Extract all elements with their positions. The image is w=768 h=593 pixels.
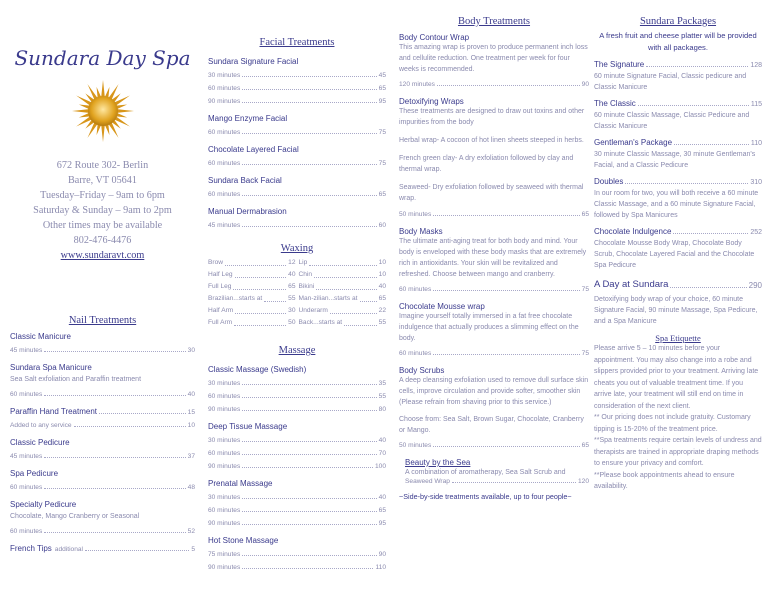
service-item: Sundara Back Facial — [208, 176, 282, 185]
sun-ray — [101, 80, 105, 97]
price-row: 30 minutes 45 — [208, 72, 386, 79]
service-item: French Tips additional 5 — [10, 544, 195, 553]
sun-logo-icon — [70, 78, 136, 144]
price-row: 60 minutes 48 — [10, 484, 195, 491]
body-scrubs: Body Scrubs — [399, 366, 445, 375]
brand-column — [10, 0, 195, 553]
package-desc: 60 minute Signature Facial, Classic pedicure and Classic Manicure — [594, 73, 747, 91]
price-row: 60 minutes 75 — [208, 129, 386, 136]
price-row: 30 minutes 35 — [208, 380, 386, 387]
etiquette-text: Please arrive 5 – 10 minutes before your appointment. You may also change into a robe and slippers provided prior to your treatment. Arriving late cheats you out of valuable treatment time. If you arrive late, your treatment will still end on time in consideration of the next client. — [594, 345, 759, 410]
service-item: Spa Pedicure — [10, 469, 59, 478]
detox-option-herbal: Herbal wrap- A cocoon of hot linen sheets steeped in herbs. — [399, 137, 584, 144]
chocolate-mousse-wrap: Chocolate Mousse wrap — [399, 302, 485, 311]
hours-weekend: Saturday & Sunday – 9am to 2pm — [33, 205, 172, 216]
service-item: Chocolate Layered Facial — [208, 145, 299, 154]
day-at-sundara-desc: Detoxifying body wrap of your choice, 60 minute Signature Facial, 90 minute Massage, Spa Pedicure, and a Spa Manicure — [594, 296, 758, 325]
waxing-row: Brazilian...starts at 55 Man-zilian...starts at 65 — [208, 295, 386, 302]
price-row: 45 minutes 30 — [10, 347, 195, 354]
massage-heading: Massage — [278, 345, 316, 356]
waxing-heading: Waxing — [280, 243, 314, 254]
body-masks: Body Masks — [399, 227, 443, 236]
address-line-1: 672 Route 302- Berlin — [56, 160, 149, 171]
service-item: Specialty Pedicure — [10, 500, 77, 509]
package-desc: 60 minute Classic Massage, Classic Pedicure and Classic Manicure — [594, 112, 750, 130]
service-item: Manual Dermabrasion — [208, 207, 287, 216]
sun-ray — [101, 125, 105, 142]
sun-ray — [116, 109, 133, 113]
day-at-sundara: A Day at Sundara 290 — [594, 279, 762, 290]
service-item: Prenatal Massage — [208, 479, 273, 488]
price-row: 60 minutes 65 — [208, 85, 386, 92]
price-row: 120 minutes 90 — [399, 81, 589, 88]
packages-column — [594, 0, 762, 493]
price-row: 60 minutes 75 — [399, 286, 589, 293]
packages-intro: A fresh fruit and cheese platter will be provided with all packages. — [599, 31, 757, 52]
waxing-row: Brow 12 Lip 10 — [208, 259, 386, 266]
body-contour-wrap: Body Contour Wrap — [399, 33, 470, 42]
price-row: 60 minutes 65 — [208, 191, 386, 198]
service-item: Paraffin Hand Treatment 15 — [10, 407, 195, 416]
spa-etiquette-heading: Spa Etiquette — [655, 333, 701, 343]
service-desc: Chocolate, Mango Cranberry or Seasonal — [10, 513, 140, 520]
detox-desc: These treatments are designed to draw out toxins and other impurities from the body — [399, 108, 585, 126]
service-item: Hot Stone Massage — [208, 536, 279, 545]
package-item: Gentleman's Package 110 — [594, 138, 762, 147]
price-row: 60 minutes 70 — [208, 450, 386, 457]
price-row: Seaweed Wrap 120 — [405, 478, 589, 485]
price-row: 75 minutes 90 — [208, 551, 386, 558]
packages-list — [594, 60, 762, 271]
price-row: 90 minutes 110 — [208, 564, 386, 571]
service-item: Sundara Spa Manicure — [10, 363, 92, 372]
spa-logo-text: Sundara Day Spa — [14, 46, 191, 70]
facial-treatments-heading: Facial Treatments — [259, 37, 335, 48]
body-treatments-column — [399, 0, 589, 501]
price-row: 90 minutes 95 — [208, 520, 386, 527]
detox-option-clay: French green clay- A dry exfoliation followed by clay and thermal wrap. — [399, 155, 574, 173]
service-item: Classic Pedicure — [10, 438, 70, 447]
body-contour-desc: This amazing wrap is proven to produce permanent inch loss and cellulite reduction. One treatment per week for four weeks is recommended. — [399, 44, 588, 73]
package-item: Doubles 310 — [594, 177, 762, 186]
beauty-by-the-sea: Beauty by the Sea — [405, 458, 471, 467]
service-item: Sundara Signature Facial — [208, 57, 299, 66]
nail-list — [10, 332, 195, 553]
price-row: 90 minutes 80 — [208, 406, 386, 413]
website-link[interactable]: www.sundaravt.com — [60, 250, 145, 261]
price-row: 60 minutes 75 — [208, 160, 386, 167]
phone: 802-476-4476 — [73, 235, 132, 246]
waxing-row: Full Arm 50 Back...starts at 55 — [208, 319, 386, 326]
service-item: Classic Manicure — [10, 332, 71, 341]
waxing-row: Half Arm 30 Underarm 22 — [208, 307, 386, 314]
price-row: 90 minutes 95 — [208, 98, 386, 105]
price-row: 50 minutes 65 — [399, 442, 589, 449]
price-row: 60 minutes 52 — [10, 528, 195, 535]
chocolate-mousse-desc: Imagine yourself totally immersed in a fat free chocolate indulgence that actually produces a slimming effect on the body. — [399, 313, 579, 342]
price-row: 60 minutes 65 — [208, 507, 386, 514]
service-item: Deep Tissue Massage — [208, 422, 288, 431]
package-desc: In our room for two, you will both receive a 60 minute Classic Massage, and a 60 minute Signature Facial, followed by Spa Manicures — [594, 190, 759, 219]
hours-weekday: Tuesday–Friday – 9am to 6pm — [40, 190, 165, 201]
service-desc: Sea Salt exfoliation and Paraffin treatment — [10, 376, 142, 383]
body-masks-desc: The ultimate anti-aging treat for both body and mind. Your body is enveloped with these body masks that are extremely rich in antioxidants. Your skin will be revitalized and refreshed. Choose between mango and cranberry. — [399, 238, 587, 278]
service-item: Classic Massage (Swedish) — [208, 365, 307, 374]
etiquette-note-gratuity: ** Our pricing does not include gratuity. Customary tipping is 15-20% of the treatment price. — [594, 414, 751, 433]
waxing-row: Full Leg 65 Bikini 40 — [208, 283, 386, 290]
price-row: 60 minutes 55 — [208, 393, 386, 400]
package-item: The Signature 128 — [594, 60, 762, 69]
price-row: 30 minutes 40 — [208, 494, 386, 501]
sun-ray — [72, 109, 89, 113]
price-row: 50 minutes 65 — [399, 211, 589, 218]
nail-treatments-heading: Nail Treatments — [68, 315, 137, 326]
body-treatments-heading: Body Treatments — [457, 16, 531, 27]
package-desc: Chocolate Mousse Body Wrap, Chocolate Body Scrub, Chocolate Layered Facial and the Chocolate Spa Pedicure — [594, 240, 755, 269]
price-row: 60 minutes 40 — [10, 391, 195, 398]
price-row: 30 minutes 40 — [208, 437, 386, 444]
price-row: 45 minutes 37 — [10, 453, 195, 460]
waxing-list — [208, 257, 386, 329]
body-scrubs-desc: A deep cleansing exfoliation used to remove dull surface skin cells, improve circulation and provide softer, smoother skin (Please refrain from shaving prior to this service.) — [399, 377, 589, 406]
etiquette-note-booking: **Please book appointments ahead to ensure availability. — [594, 471, 735, 490]
price-row: 60 minutes 75 — [399, 350, 589, 357]
waxing-row: Half Leg 40 Chin 10 — [208, 271, 386, 278]
detox-wraps: Detoxifying Wraps — [399, 97, 464, 106]
package-desc: 30 minute Classic Massage, 30 minute Gentleman's Facial, and a Classic Pedicure — [594, 151, 756, 169]
facial-list — [208, 57, 386, 229]
price-row: 90 minutes 100 — [208, 463, 386, 470]
beauty-desc: A combination of aromatherapy, Sea Salt Scrub and — [405, 469, 566, 476]
package-item: Chocolate Indulgence 252 — [594, 227, 762, 236]
body-scrubs-choose: Choose from: Sea Salt, Brown Sugar, Chocolate, Cranberry or Mango. — [399, 416, 584, 434]
price-row: Added to any service 10 — [10, 422, 195, 429]
side-by-side-note: ~Side-by-side treatments available, up to four people~ — [399, 492, 572, 501]
price-row: 45 minutes 60 — [208, 222, 386, 229]
packages-heading: Sundara Packages — [639, 16, 717, 27]
hours-other: Other times may be available — [42, 220, 163, 231]
detox-option-seaweed: Seaweed- Dry exfoliation followed by seaweed with thermal wrap. — [399, 184, 584, 202]
facial-massage-column — [208, 0, 386, 571]
address-line-2: Barre, VT 05641 — [68, 175, 137, 186]
service-item: Mango Enzyme Facial — [208, 114, 288, 123]
massage-list — [208, 365, 386, 571]
package-item: The Classic 115 — [594, 99, 762, 108]
etiquette-note-draping: **Spa treatments require certain levels of undress and therapists are trained in appropriate draping methods to ensure your privacy and comfort. — [594, 437, 762, 467]
